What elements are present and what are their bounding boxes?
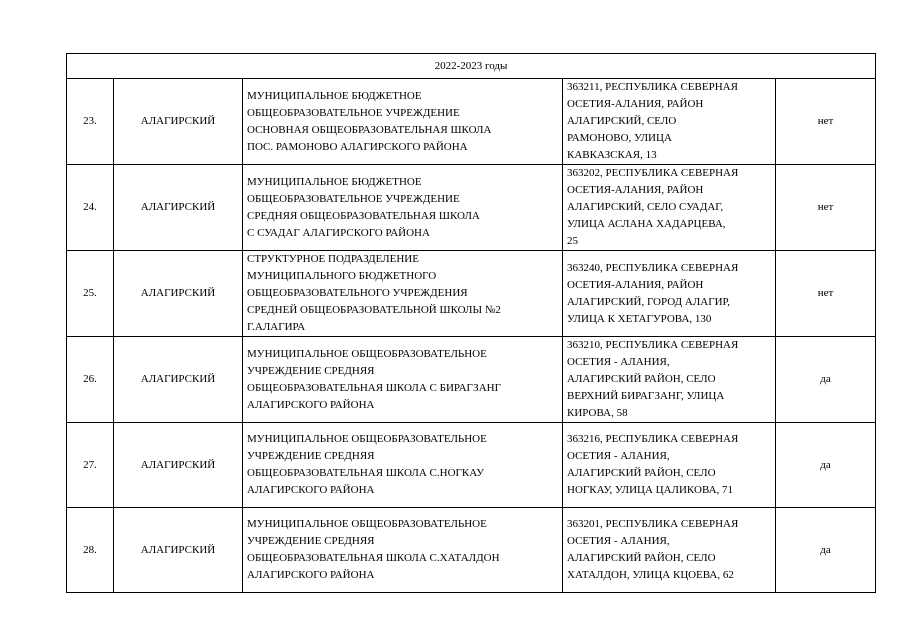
row-number: 28. [67,508,114,593]
table-row [67,508,876,593]
organization-name: МУНИЦИПАЛЬНОЕ ОБЩЕОБРАЗОВАТЕЛЬНОЕ УЧРЕЖДЕНИЕ СРЕДНЯЯ ОБЩЕОБРАЗОВАТЕЛЬНАЯ ШКОЛА С.ХАТАЛДОН АЛАГИРСКОГО РАЙОНА [243,508,563,593]
row-number: 25. [67,251,114,337]
organization-address: 363201, РЕСПУБЛИКА СЕВЕРНАЯ ОСЕТИЯ - АЛАНИЯ, АЛАГИРСКИЙ РАЙОН, СЕЛО ХАТАЛДОН, УЛИЦА КЦОЕВА, 62 [563,508,776,593]
row-number: 24. [67,165,114,251]
organization-address: 363210, РЕСПУБЛИКА СЕВЕРНАЯ ОСЕТИЯ - АЛАНИЯ, АЛАГИРСКИЙ РАЙОН, СЕЛО ВЕРХНИЙ БИРАГЗАНГ, УЛИЦА КИРОВА, 58 [563,337,776,423]
organization-name: МУНИЦИПАЛЬНОЕ БЮДЖЕТНОЕ ОБЩЕОБРАЗОВАТЕЛЬНОЕ УЧРЕЖДЕНИЕ СРЕДНЯЯ ОБЩЕОБРАЗОВАТЕЛЬНАЯ ШКОЛА С СУАДАГ АЛАГИРСКОГО РАЙОНА [243,165,563,251]
table-row [67,337,876,423]
availability-flag: нет [776,251,876,337]
availability-flag: да [776,337,876,423]
period-header: 2022-2023 годы [67,54,876,79]
availability-flag: нет [776,165,876,251]
table-row [67,79,876,165]
availability-flag: да [776,508,876,593]
organization-name: МУНИЦИПАЛЬНОЕ ОБЩЕОБРАЗОВАТЕЛЬНОЕ УЧРЕЖДЕНИЕ СРЕДНЯЯ ОБЩЕОБРАЗОВАТЕЛЬНАЯ ШКОЛА С.НОГКАУ АЛАГИРСКОГО РАЙОНА [243,423,563,508]
table-row [67,423,876,508]
period-header-row [67,54,876,79]
row-number: 27. [67,423,114,508]
organization-address: 363211, РЕСПУБЛИКА СЕВЕРНАЯ ОСЕТИЯ-АЛАНИЯ, РАЙОН АЛАГИРСКИЙ, СЕЛО РАМОНОВО, УЛИЦА КАВКАЗСКАЯ, 13 [563,79,776,165]
organization-address: 363240, РЕСПУБЛИКА СЕВЕРНАЯ ОСЕТИЯ-АЛАНИЯ, РАЙОН АЛАГИРСКИЙ, ГОРОД АЛАГИР, УЛИЦА К ХЕТАГУРОВА, 130 [563,251,776,337]
organization-address: 363202, РЕСПУБЛИКА СЕВЕРНАЯ ОСЕТИЯ-АЛАНИЯ, РАЙОН АЛАГИРСКИЙ, СЕЛО СУАДАГ, УЛИЦА АСЛАНА ХАДАРЦЕВА, 25 [563,165,776,251]
availability-flag: нет [776,79,876,165]
table-row [67,251,876,337]
row-number: 23. [67,79,114,165]
organization-name: МУНИЦИПАЛЬНОЕ БЮДЖЕТНОЕ ОБЩЕОБРАЗОВАТЕЛЬНОЕ УЧРЕЖДЕНИЕ ОСНОВНАЯ ОБЩЕОБРАЗОВАТЕЛЬНАЯ ШКОЛА ПОС. РАМОНОВО АЛАГИРСКОГО РАЙОНА [243,79,563,165]
district-name: АЛАГИРСКИЙ [114,165,243,251]
district-name: АЛАГИРСКИЙ [114,337,243,423]
organization-name: СТРУКТУРНОЕ ПОДРАЗДЕЛЕНИЕ МУНИЦИПАЛЬНОГО БЮДЖЕТНОГО ОБЩЕОБРАЗОВАТЕЛЬНОГО УЧРЕЖДЕНИЯ СРЕДНЕЙ ОБЩЕОБРАЗОВАТЕЛЬНОЙ ШКОЛЫ №2 Г.АЛАГИРА [243,251,563,337]
district-name: АЛАГИРСКИЙ [114,423,243,508]
district-name: АЛАГИРСКИЙ [114,79,243,165]
table-row [67,165,876,251]
availability-flag: да [776,423,876,508]
organization-name: МУНИЦИПАЛЬНОЕ ОБЩЕОБРАЗОВАТЕЛЬНОЕ УЧРЕЖДЕНИЕ СРЕДНЯЯ ОБЩЕОБРАЗОВАТЕЛЬНАЯ ШКОЛА С БИРАГЗАНГ АЛАГИРСКОГО РАЙОНА [243,337,563,423]
row-number: 26. [67,337,114,423]
district-name: АЛАГИРСКИЙ [114,251,243,337]
organization-address: 363216, РЕСПУБЛИКА СЕВЕРНАЯ ОСЕТИЯ - АЛАНИЯ, АЛАГИРСКИЙ РАЙОН, СЕЛО НОГКАУ, УЛИЦА ЦАЛИКОВА, 71 [563,423,776,508]
district-name: АЛАГИРСКИЙ [114,508,243,593]
schools-table [66,53,876,593]
